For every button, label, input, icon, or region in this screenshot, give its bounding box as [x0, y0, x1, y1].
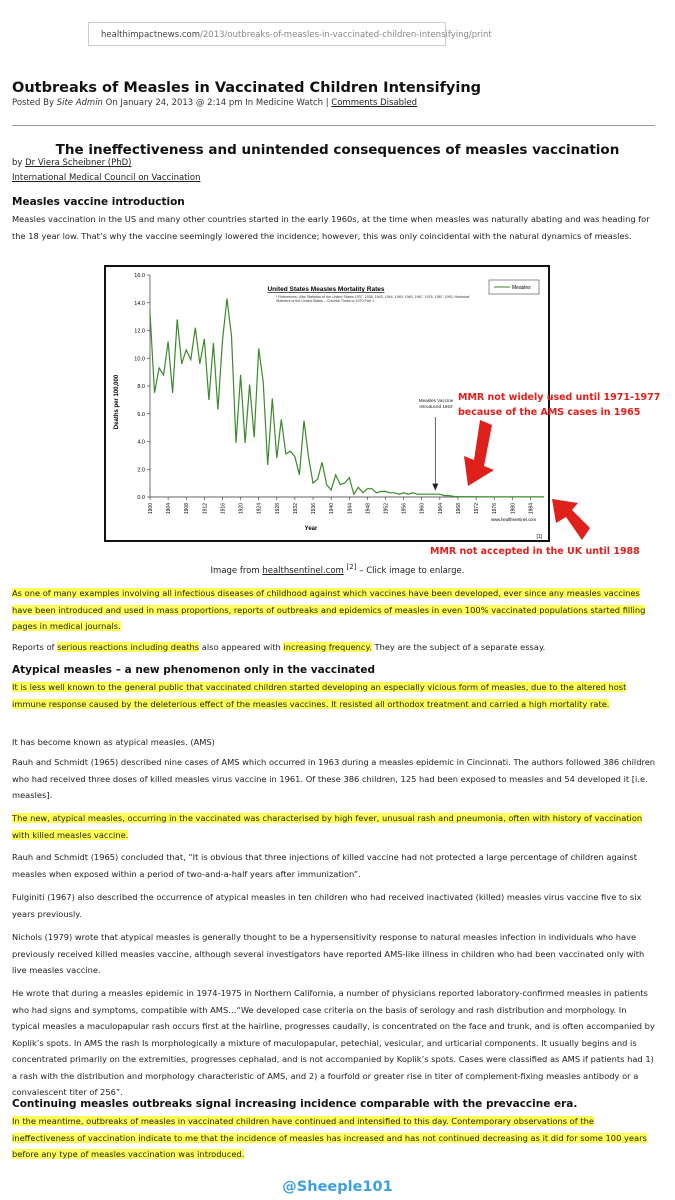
fulginiti-paragraph: Fulginiti (1967) also described the occurrence of atypical measles in ten children who had received inactivated (killed) measles virus vaccine five to six years previously. [12, 892, 642, 919]
reports-highlight-2: increasing frequency. [283, 642, 372, 652]
y-axis-label: Deaths per 100,000 [114, 374, 120, 430]
atypical-paragraph [12, 679, 656, 712]
y-tick-label: 10.0 [134, 356, 145, 363]
continuing-paragraph [12, 1113, 656, 1163]
intro-paragraph: Measles vaccination in the US and many other countries started in the early 1960s, at the time when measles was naturally abating and was heading for the 18 year low. That’s why the vaccine seemingly lowered the incidence; however, this was only coincidental with the natural dynamics of measles. [12, 214, 650, 241]
caption-post: – Click image to enlarge. [359, 565, 465, 576]
meta-author: Site Admin [56, 98, 103, 108]
outbreaks-highlight: As one of many examples involving all infectious diseases of childhood against which vaccines have been developed, ever since any measles vaccines have been introduced and used in mass proportions, reports of outbreaks and epidemics of measles in even 100% vaccinated populations started filling pages in medical journals. [12, 588, 646, 631]
annotation-mmr-us-line1: MMR not widely used until 1971-1977 [458, 392, 661, 403]
x-tick-label: 1908 [184, 503, 191, 515]
atypical-highlight: It is less well known to the general public that vaccinated children started developing an especially vicious form of measles, due to the altered host immune response caused by the deleterious effect of the measles vaccines. It resisted all orthodox treatment and carried a high mortality rate. [12, 682, 627, 709]
caption-sup: [2] [346, 562, 357, 571]
url-host: healthimpactnews.com [101, 30, 201, 40]
x-tick-label: 1936 [311, 503, 318, 515]
x-tick-label: 1972 [474, 503, 481, 515]
atypical-heading: Atypical measles – a new phenomenon only in the vaccinated [12, 664, 375, 676]
comments-link[interactable]: Comments Disabled [331, 98, 417, 108]
caption-link[interactable]: healthsentinel.com [262, 565, 344, 576]
twitter-handle[interactable]: @Sheeple101 [282, 1179, 393, 1195]
y-tick-label: 6.0 [137, 411, 145, 418]
article-title: The ineffectiveness and unintended consequences of measles vaccination [55, 142, 620, 158]
new-atypical-highlight: The new, atypical measles, occurring in the vaccinated was characterised by high fever, unusual rash and pneumonia, often with history of vaccination with killed measles vaccine. [12, 813, 643, 840]
intro-heading: Measles vaccine introduction [12, 196, 185, 208]
y-tick-label: 16.0 [134, 273, 145, 279]
legend-label: Measles [512, 285, 531, 291]
reports-text-3: They are the subject of a separate essay. [374, 642, 546, 652]
meta-date: On January 24, 2013 @ 2:14 pm In Medicine Watch | [105, 98, 329, 108]
new-atypical-paragraph [12, 810, 656, 843]
x-tick-label: 1976 [492, 503, 499, 515]
x-tick-label: 1928 [274, 503, 281, 515]
x-axis-label: Year [304, 526, 318, 532]
chart-subtitle: * References: Vital Statistics of the United States 1937, 1938, 1943, 1944, 1949, 1960, 1967, 1976, 1987, 1992; Historical Statistics of the United States – Colonial Times to 1970 Part 1 [276, 295, 470, 304]
y-tick-label: 4.0 [137, 439, 145, 446]
annotation-mmr-uk: MMR not accepted in the UK until 1988 [430, 546, 640, 557]
annotation-mmr-us-line2: because of the AMS cases in 1965 [458, 406, 641, 418]
reports-text-2: also appeared with [201, 642, 281, 652]
x-tick-label: 1920 [238, 503, 245, 515]
x-tick-label: 1948 [365, 503, 372, 515]
chart-source: www.healthsentinel.com [491, 517, 536, 522]
continuing-highlight: In the meantime, outbreaks of measles in vaccinated children have continued and intensified to this day. Contemporary observations of the ineffectiveness of vaccination indicate to me that the incidence of measles has increased and has not continued decreasing as it did for some 100 years before any type of measles vaccination was introduced. [12, 1116, 647, 1159]
x-tick-label: 1944 [347, 503, 354, 515]
chart-title: United States Measles Mortality Rates [267, 286, 385, 293]
author-link[interactable]: Dr Viera Scheibner (PhD) [25, 158, 132, 168]
byline-by: by [12, 158, 23, 168]
y-tick-label: 14.0 [134, 300, 145, 307]
x-tick-label: 1960 [419, 503, 426, 515]
x-tick-label: 1980 [510, 503, 517, 515]
x-tick-label: 1912 [202, 503, 209, 515]
x-tick-label: 1932 [292, 503, 299, 515]
red-arrow-2 [552, 499, 590, 540]
ams-paragraph: It has become known as atypical measles. (AMS) [12, 737, 215, 747]
caption-pre: Image from [210, 565, 260, 576]
outbreaks-paragraph [12, 585, 656, 635]
x-tick-label: 1952 [383, 503, 390, 515]
y-tick-label: 0.0 [137, 495, 145, 501]
y-tick-label: 2.0 [137, 467, 145, 474]
x-tick-label: 1924 [256, 503, 263, 515]
vaccine-label: Measles Vaccine Introduced 1963 [418, 398, 454, 409]
x-tick-label: 1956 [401, 503, 408, 515]
x-tick-label: 1964 [437, 503, 444, 515]
y-tick-label: 12.0 [134, 328, 145, 335]
continuing-heading: Continuing measles outbreaks signal increasing incidence comparable with the prevaccine era. [12, 1098, 578, 1110]
red-arrow-1 [464, 420, 494, 486]
reports-highlight-1: serious reactions including deaths [57, 642, 200, 652]
x-tick-label: 1984 [528, 503, 535, 515]
california-paragraph: He wrote that during a measles epidemic in 1974-1975 in Northern California, a number of physicians reported laboratory-confirmed measles in patients who had signs and symptoms, compatible with AMS…“We developed case criteria on the basis of serology and rash distribution and morphology. In typical measles a maculopapular rash occurs first at the hairline, progresses caudally, is concentrated on the face and trunk, and is often accompanied by Koplik’s spots. In AMS the rash Is morphologically a mixture of maculopapular, petechial, vesicular, and urticarial components. It usually begins and is concentrated primarily on the extremities, progresses cephalad, and is not accompanied by Koplik’s spots. Cases were classified as AMS if patients had 1) a rash with the distribution and morphology characteristic of AMS, and 2) a fourfold or greater rise in titer of complement-fixing measles antibody or a convalescent titer of 256”. [12, 988, 655, 1097]
post-title: Outbreaks of Measles in Vaccinated Children Intensifying [12, 80, 482, 96]
reports-text-1: Reports of [12, 642, 55, 652]
org-link[interactable]: International Medical Council on Vaccination [12, 173, 201, 183]
chart-ref: [1] [536, 534, 542, 540]
image-caption [0, 562, 675, 576]
x-tick-label: 1968 [455, 503, 462, 515]
x-tick-label: 1916 [220, 503, 227, 515]
x-tick-label: 1900 [148, 503, 154, 515]
url-path: /2013/outbreaks-of-measles-in-vaccinated-children-intensifying/print [200, 30, 492, 40]
y-tick-label: 8.0 [137, 384, 145, 390]
rauh-1965-paragraph: Rauh and Schmidt (1965) described nine cases of AMS which occurred in 1963 during a measles epidemic in Cincinnati. The authors followed 386 children who had received three doses of killed measles virus vaccine in 1961. Of these 386 children, 125 had been exposed to measles and 54 developed it [i.e. measles]. [12, 757, 656, 800]
x-tick-label: 1904 [166, 503, 173, 515]
rauh-conclusion-paragraph: Rauh and Schmidt (1965) concluded that, “It is obvious that three injections of killed vaccine had not protected a large percentage of children against measles when exposed within a period of two-and-a-half years after immunization”. [12, 852, 637, 879]
nichols-paragraph: Nichols (1979) wrote that atypical measles is generally thought to be a hypersensitivity response to natural measles infection in individuals who have previously received killed measles vaccine, although several investigators have reported AMS-like illness in children who had been vaccinated only with live measles vaccine. [12, 932, 645, 975]
reports-paragraph [12, 639, 656, 656]
meta-posted-by: Posted By [12, 98, 54, 108]
x-tick-label: 1940 [329, 503, 336, 515]
